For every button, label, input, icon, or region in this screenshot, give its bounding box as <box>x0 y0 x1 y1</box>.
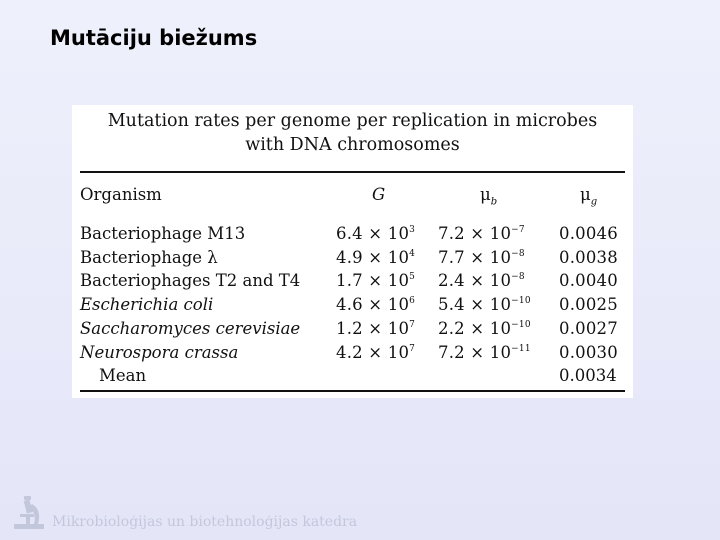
genome-size-exponent: 7 <box>409 343 416 354</box>
mutation-rate-per-genome-value: 0.0030 <box>559 342 618 362</box>
slide-title: Mutāciju biežums <box>50 26 258 50</box>
genome-size-value <box>336 294 415 316</box>
mutation-rate-exponent: −10 <box>511 319 531 330</box>
header-mu-g <box>580 184 597 213</box>
mutation-rate-per-base-value <box>438 223 525 245</box>
mutation-rate-exponent: −11 <box>511 343 531 354</box>
mutation-rate-exponent: −10 <box>511 296 531 307</box>
mutation-rate-mantissa: 7.2 × 10 <box>438 224 512 243</box>
genome-size-value <box>336 318 415 340</box>
organism-name: Bacteriophage M13 <box>80 224 246 243</box>
header-mu-b-subscript: b <box>490 196 498 208</box>
organism-name: Escherichia coli <box>80 295 214 315</box>
mutation-rate-per-genome-value: 0.0038 <box>559 247 618 267</box>
mutation-rate-per-base-value <box>438 318 531 340</box>
genome-size-mantissa: 4.6 × 10 <box>336 295 410 315</box>
mutation-rate-mantissa: 7.7 × 10 <box>438 247 512 267</box>
mutation-rate-mantissa: 2.2 × 10 <box>438 318 512 338</box>
genome-size-exponent: 5 <box>409 272 416 283</box>
mean-value: 0.0034 <box>559 366 617 385</box>
mean-label: Mean <box>99 366 147 385</box>
header-organism: Organism <box>80 185 162 204</box>
table-title-line2: with DNA chromosomes <box>245 135 460 155</box>
mutation-rate-per-genome-value: 0.0040 <box>559 271 618 291</box>
genome-size-exponent: 7 <box>409 319 416 330</box>
mutation-rate-per-genome-value: 0.0025 <box>559 295 618 315</box>
genome-size-exponent: 6 <box>409 296 416 307</box>
organism-name: Saccharomyces cerevisiae <box>80 318 301 338</box>
mutation-rate-per-base-value <box>438 294 531 316</box>
microscope-icon <box>10 492 50 532</box>
genome-size-value <box>336 247 415 269</box>
mutation-rate-exponent: −8 <box>511 248 525 259</box>
genome-size-mantissa: 4.2 × 10 <box>336 342 410 362</box>
genome-size-mantissa: 6.4 × 10 <box>336 224 410 243</box>
genome-size-value <box>336 342 415 364</box>
mutation-rate-per-base-value <box>438 247 525 269</box>
footer-department-text: Mikrobioloģijas un biotehnoloģijas katedra <box>52 514 358 530</box>
genome-size-value <box>336 270 415 292</box>
mutation-rate-exponent: −7 <box>511 225 525 235</box>
organism-name: Bacteriophage λ <box>80 247 218 267</box>
genome-size-mantissa: 4.9 × 10 <box>336 247 410 267</box>
table-top-rule <box>80 171 625 173</box>
table-bottom-rule <box>80 390 625 392</box>
mutation-rates-table <box>72 105 633 398</box>
mutation-rate-per-genome-value: 0.0046 <box>559 224 618 243</box>
header-mu-b <box>480 184 497 213</box>
header-genome-size: G <box>372 185 386 204</box>
table-title <box>72 109 633 157</box>
genome-size-mantissa: 1.7 × 10 <box>336 271 410 291</box>
footer <box>10 492 530 532</box>
mutation-rate-exponent: −8 <box>511 272 525 283</box>
mutation-rate-per-base-value <box>438 342 531 364</box>
mutation-rate-per-genome-value: 0.0027 <box>559 318 618 338</box>
genome-size-value <box>336 223 415 245</box>
genome-size-exponent: 3 <box>409 225 416 235</box>
header-mu-g-symbol: μ <box>580 185 591 204</box>
mutation-rate-per-base-value <box>438 270 525 292</box>
genome-size-exponent: 4 <box>409 248 416 259</box>
table-title-line1: Mutation rates per genome per replication in microbes <box>107 111 598 131</box>
mutation-rate-mantissa: 7.2 × 10 <box>438 342 512 362</box>
header-mu-g-subscript: g <box>590 196 598 208</box>
mutation-rate-mantissa: 5.4 × 10 <box>438 295 512 315</box>
genome-size-mantissa: 1.2 × 10 <box>336 318 410 338</box>
organism-name: Bacteriophages T2 and T4 <box>80 271 301 291</box>
mutation-rate-mantissa: 2.4 × 10 <box>438 271 512 291</box>
organism-name: Neurospora crassa <box>80 342 239 362</box>
header-mu-b-symbol: μ <box>480 185 491 204</box>
